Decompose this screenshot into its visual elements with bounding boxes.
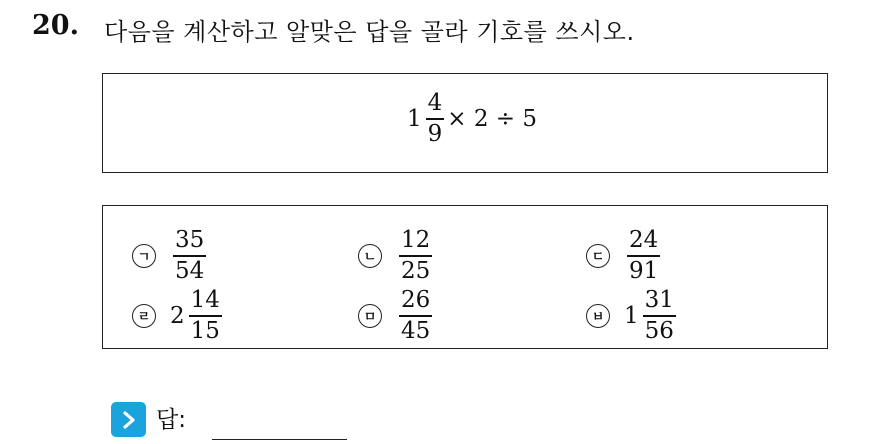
choice-numerator: 24 [629,227,659,253]
choice-fraction [399,289,432,343]
choice-whole: 2 [170,302,185,329]
choice-mark: ㄷ [586,244,610,268]
choice-denominator: 15 [190,317,220,344]
choice-denominator: 45 [401,317,431,344]
fraction-bar [189,315,222,317]
choice-4[interactable] [132,289,225,343]
fraction-bar [426,118,445,120]
chevron-right-icon [111,402,146,437]
choice-fraction [189,289,222,343]
choice-denominator: 91 [629,257,659,284]
answer-blank[interactable] [212,439,347,440]
choice-1[interactable] [132,229,209,283]
choice-5[interactable] [358,289,435,343]
fraction-bar [643,315,676,317]
choice-denominator: 25 [401,257,431,284]
answer-label: 답: [156,407,186,433]
choice-fraction [173,229,206,283]
choice-whole: 1 [624,302,639,329]
choice-2[interactable] [358,229,435,283]
choice-numerator: 26 [401,287,431,313]
choice-denominator: 54 [175,257,205,284]
expression [407,92,537,146]
choice-numerator: 14 [190,287,220,313]
fraction-bar [399,255,432,257]
choice-mark: ㄱ [132,244,156,268]
choice-3[interactable] [586,229,663,283]
question-text: 다음을 계산하고 알맞은 답을 골라 기호를 쓰시오. [104,18,635,46]
fraction-bar [627,255,660,257]
expression-numerator: 4 [427,90,443,116]
choice-mark: ㅁ [358,304,382,328]
choice-numerator: 35 [175,227,205,253]
fraction-bar [399,315,432,317]
choice-numerator: 31 [644,287,674,313]
choice-fraction [399,229,432,283]
expression-denominator: 9 [427,120,443,147]
choice-6[interactable] [586,289,679,343]
choice-denominator: 56 [644,317,674,344]
choice-numerator: 12 [401,227,431,253]
choice-mark: ㄴ [358,244,382,268]
expression-whole: 1 [407,105,422,132]
fraction-bar [173,255,206,257]
choice-mark: ㄹ [132,304,156,328]
question-number: 20. [32,10,79,41]
expression-fraction [426,92,445,146]
choice-mark: ㅂ [586,304,610,328]
expression-rest: × 2 ÷ 5 [447,105,538,132]
choice-fraction [627,229,660,283]
choice-fraction [643,289,676,343]
